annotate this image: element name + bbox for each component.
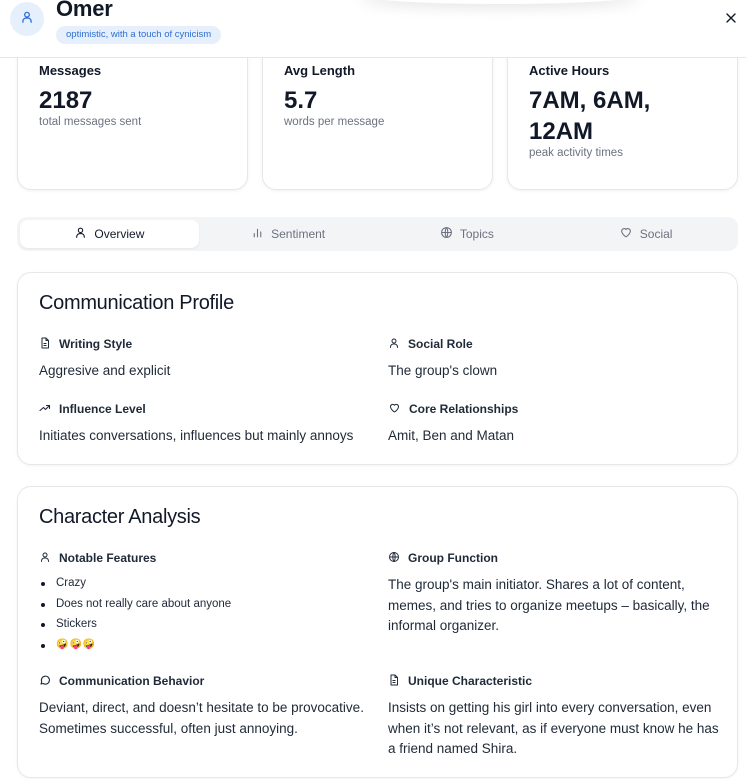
panel-title: Character Analysis <box>39 506 201 528</box>
personality-badge: optimistic, with a touch of cynicism <box>56 26 221 44</box>
tab-label: Overview <box>94 227 145 241</box>
tab-bar <box>17 217 738 251</box>
message-circle-icon <box>39 674 51 689</box>
avatar <box>10 2 44 36</box>
document-icon <box>39 337 51 352</box>
writing-style-field <box>39 336 379 382</box>
stat-subtitle: peak activity times <box>529 147 623 159</box>
stat-value-line1: 7AM, 6AM, <box>529 87 651 114</box>
notable-features-field <box>39 550 379 655</box>
document-icon <box>388 674 400 689</box>
stat-title: Avg Length <box>284 63 356 78</box>
group-function-field <box>388 550 723 637</box>
field-value: The group's main initiator. Shares a lot of content, memes, and tries to organize meetups – basically, the informal organizer. <box>388 577 710 633</box>
trending-up-icon <box>39 402 51 417</box>
unique-characteristic-field <box>388 673 723 760</box>
profile-header <box>0 0 746 58</box>
profile-name: Omer <box>56 0 113 21</box>
globe-icon <box>440 226 453 242</box>
stat-title: Active Hours <box>529 63 610 78</box>
field-value: Deviant, direct, and doesn’t hesitate to be provocative. Sometimes successful, often just annoying. <box>39 700 364 736</box>
field-label: Communication Behavior <box>59 674 205 688</box>
stat-card-active-hours <box>507 40 738 190</box>
communication-behavior-field <box>39 673 379 739</box>
stat-value: 5.7 <box>284 87 318 114</box>
user-icon <box>388 337 400 352</box>
stat-title: Messages <box>39 63 102 78</box>
field-label: Writing Style <box>59 337 133 351</box>
user-icon <box>74 226 87 242</box>
field-value: Amit, Ben and Matan <box>388 428 515 443</box>
stat-value-line2: 12AM <box>529 118 594 145</box>
field-label: Social Role <box>408 337 473 351</box>
panel-title: Communication Profile <box>39 292 234 314</box>
character-analysis-panel <box>17 486 738 778</box>
user-icon <box>39 551 51 566</box>
tab-label: Social <box>639 227 673 241</box>
field-value: Aggresive and explicit <box>39 363 171 378</box>
tab-overview[interactable] <box>20 220 199 248</box>
bar-chart-icon <box>251 226 264 242</box>
field-label: Unique Characteristic <box>408 674 533 688</box>
stat-subtitle: total messages sent <box>39 116 142 128</box>
list-item: Crazy <box>39 573 379 594</box>
tab-sentiment[interactable] <box>199 220 378 248</box>
stat-value: 2187 <box>39 87 93 114</box>
heart-icon <box>388 402 401 417</box>
close-icon[interactable] <box>726 10 736 28</box>
list-item: Stickers <box>39 614 379 635</box>
stat-card-messages <box>17 40 248 190</box>
field-label: Core Relationships <box>409 402 519 416</box>
tab-label: Sentiment <box>271 227 326 241</box>
influence-level-field <box>39 401 384 447</box>
list-item: Does not really care about anyone <box>39 594 379 615</box>
tab-label: Topics <box>459 227 494 241</box>
field-value: The group's clown <box>388 363 498 378</box>
communication-profile-panel <box>17 272 738 465</box>
social-role-field <box>388 336 718 382</box>
stat-card-avg-length <box>262 40 493 190</box>
list-item: 🤪🤪🤪 <box>39 635 379 656</box>
globe-icon <box>388 551 400 566</box>
field-label: Group Function <box>408 551 498 565</box>
core-relationships-field <box>388 401 718 447</box>
header-shadow <box>360 0 640 4</box>
heart-icon <box>619 226 633 242</box>
field-label: Influence Level <box>59 402 146 416</box>
field-value: Insists on getting his girl into every conversation, even when it’s not relevant, as if everyone must know he has a friend named Shira. <box>388 700 719 756</box>
field-value: Initiates conversations, influences but mainly annoys <box>39 428 354 443</box>
stat-subtitle: words per message <box>284 116 385 128</box>
close-button[interactable] <box>724 12 738 26</box>
user-icon <box>20 10 34 29</box>
notable-features-list <box>39 573 379 655</box>
tab-topics[interactable] <box>378 220 557 248</box>
field-label: Notable Features <box>59 551 157 565</box>
tab-social[interactable] <box>556 220 735 248</box>
